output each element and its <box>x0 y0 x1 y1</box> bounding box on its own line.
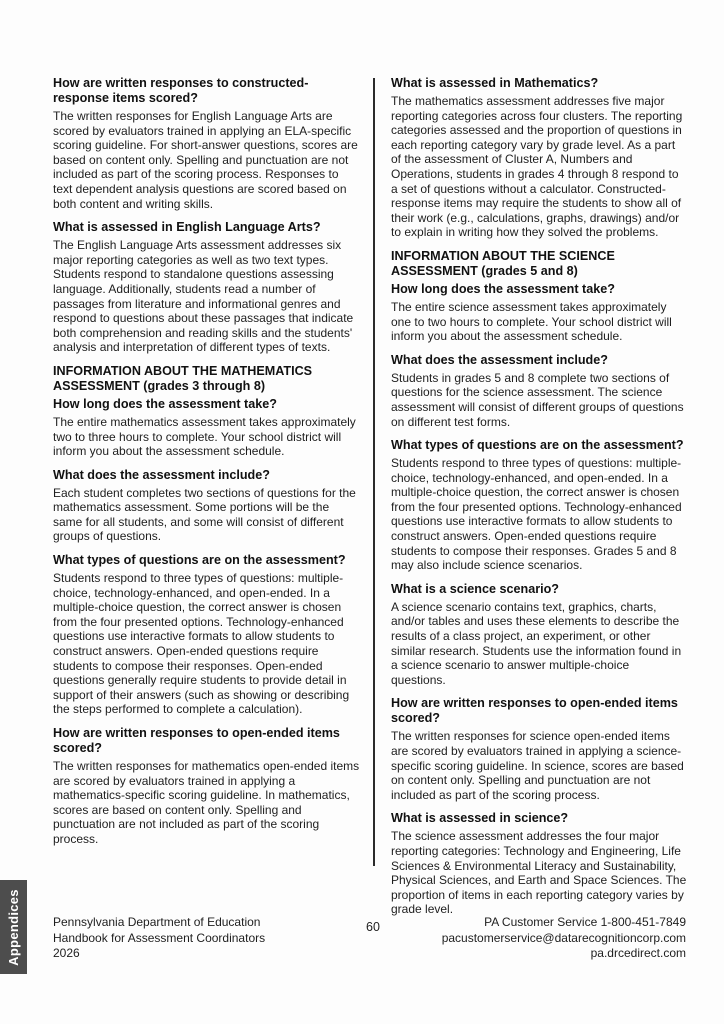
footer-contact-website: pa.drcedirect.com <box>590 946 686 960</box>
paragraph-science-duration: The entire science assessment takes approximately one to two hours to complete. Your school district will inform you about the assessment schedule. <box>391 299 672 344</box>
paragraph-ela-scoring: The written responses for English Language Arts are scored by evaluators trained in applying an ELA-specific scoring guideline. For short-answer questions, scores are based on content only. Spelling and punctuation are not included as part of the scoring process. Responses to text dependent analysis questions are scored based on both content and writing skills. <box>53 109 358 211</box>
section-heading-science: INFORMATION ABOUT THE SCIENCE ASSESSMENT (grades 5 and 8) <box>391 248 615 278</box>
paragraph-math-open-ended-scoring: The written responses for mathematics open-ended items are scored by evaluators trained in applying a mathematics-specific scoring guideline. In mathematics, scores are based on content only. Spelling and punctuation are not included as part of the scoring process. <box>53 759 360 846</box>
paragraph-math-assessed: The mathematics assessment addresses five major reporting categories across four clusters. The reporting categories assessed and the proportion of questions in each reporting category vary by grade level. As a part of the assessment of Cluster A, Numbers and Operations, students in grades 4 through 8 respond to a set of questions without a calculator. Constructed-response items may require the students to show all of their work (e.g., calculations, graphs, drawings) and/or to explain in writing how they solved the problems. <box>391 94 683 240</box>
appendices-tab-label: Appendices <box>6 888 21 966</box>
heading-math-assessed: What is assessed in Mathematics? <box>391 76 599 90</box>
heading-ela-scoring: How are written responses to constructed-response items scored? <box>53 76 309 105</box>
footer-publisher-line-1: Pennsylvania Department of Education <box>53 915 261 929</box>
right-column <box>391 76 687 926</box>
heading-science-include: What does the assessment include? <box>391 352 608 367</box>
left-column <box>53 76 361 856</box>
heading-science-open-ended-scoring: How are written responses to open-ended items scored? <box>391 696 678 726</box>
section-heading-math: INFORMATION ABOUT THE MATHEMATICS ASSESSMENT (grades 3 through 8) <box>53 363 313 393</box>
footer-publisher-line-3: 2026 <box>53 946 80 960</box>
paragraph-ela-assessed: The English Language Arts assessment addresses six major reporting categories as well as two text types. Students respond to standalone questions assessing language. Additionally, students read a number of passages from literature and informational genres and respond to questions about these passages that indicate both comprehension and reading skills and the students' analysis and interpretation of different types of texts. <box>53 238 354 355</box>
heading-math-include: What does the assessment include? <box>53 467 270 482</box>
heading-ela-assessed: What is assessed in English Language Arts? <box>53 220 321 235</box>
footer-publisher <box>53 915 265 962</box>
appendices-tab <box>0 880 27 974</box>
page-number: 60 <box>366 920 380 934</box>
paragraph-math-duration: The entire mathematics assessment takes approximately two to three hours to complete. Your school district will inform you about the assessment schedule. <box>53 414 356 459</box>
heading-math-open-ended-scoring: How are written responses to open-ended items scored? <box>53 726 340 755</box>
paragraph-science-include: Students in grades 5 and 8 complete two sections of questions for the science assessment. The science assessment will consist of different groups of questions on different test forms. <box>391 370 684 429</box>
footer-publisher-line-2: Handbook for Assessment Coordinators <box>53 930 266 945</box>
paragraph-science-scenario: A science scenario contains text, graphics, charts, and/or tables and uses these elements to describe the results of a class project, an experiment, or other similar research. Students use the information found in a science scenario to answer multiple-choice questions. <box>391 599 682 687</box>
footer-contact-email: pacustomerservice@datarecognitioncorp.com <box>441 930 686 945</box>
heading-science-question-types: What types of questions are on the assessment? <box>391 438 684 453</box>
paragraph-math-include: Each student completes two sections of questions for the mathematics assessment. Some portions will be the same for all students, and some will consist of different groups of questions. <box>53 485 356 544</box>
footer-contact <box>442 915 686 962</box>
paragraph-science-assessed: The science assessment addresses the four major reporting categories: Technology and Engineering, Life Sciences & Environmental Literacy and Sustainability, Physical Sciences, and Earth and Space Sciences. The proportion of items in each reporting category varies by grade level. <box>391 829 687 917</box>
heading-science-assessed: What is assessed in science? <box>391 811 569 826</box>
paragraph-science-question-types: Students respond to three types of questions: multiple-choice, technology-enhanced, and open-ended. In a multiple-choice question, the correct answer is chosen from the four presented options. Technology-enhanced questions use interactive formats to allow students to construct answers. Open-ended questions require students to compose their responses. Grades 5 and 8 may also include science scenarios. <box>391 456 682 573</box>
heading-math-question-types: What types of questions are on the assessment? <box>53 553 346 568</box>
column-divider <box>373 78 375 866</box>
heading-science-scenario: What is a science scenario? <box>391 581 559 596</box>
heading-math-duration: How long does the assessment take? <box>53 396 277 411</box>
paragraph-math-question-types: Students respond to three types of questions: multiple-choice, technology-enhanced, and open-ended. In a multiple-choice question, the correct answer is chosen from the four presented options. Technology-enhanced questions use interactive formats to allow students to construct answers. Open-ended questions require students to compose their responses. Open-ended questions generally require students to provide detail in support of their answers (such as showing or describing the steps performed to complete a calculation). <box>53 571 350 717</box>
footer-contact-phone: PA Customer Service 1-800-451-7849 <box>484 915 686 929</box>
heading-science-duration: How long does the assessment take? <box>391 281 615 296</box>
paragraph-science-open-ended-scoring: The written responses for science open-ended items are scored by evaluators trained in applying a science-specific scoring guideline. In science, scores are based on content only. Spelling and punctuation are not included as part of the scoring process. <box>391 729 684 802</box>
